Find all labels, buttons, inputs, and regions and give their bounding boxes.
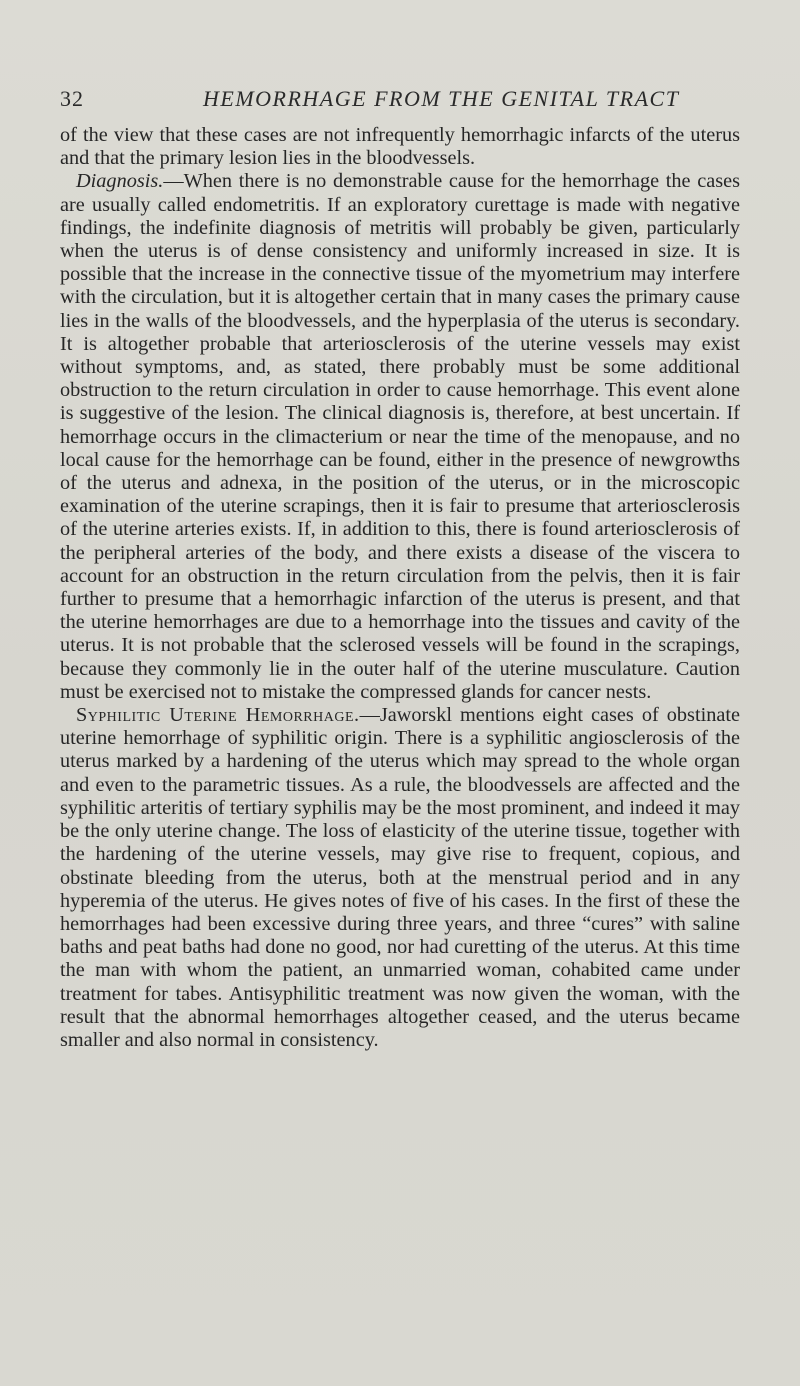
paragraph-continuation-text: of the view that these cases are not infrequently hemorrhagic infarcts of the uterus and that the primary lesion lies in the bloodvessels. [60, 124, 740, 170]
diagnosis-heading: Diagnosis. [76, 170, 164, 193]
paragraph-continuation [60, 124, 740, 170]
page-number: 32 [60, 86, 84, 111]
paragraph-diagnosis [60, 170, 740, 704]
paragraph-syphilitic [60, 704, 740, 1052]
body-text [60, 124, 740, 1052]
running-head: HEMORRHAGE FROM THE GENITAL TRACT [203, 86, 680, 111]
syphilitic-text: —Jaworskl mentions eight cases of obstinate uterine hemorrhage of syphilitic origin. There is a syphilitic angiosclerosis of the uterus marked by a hardening of the uterus which may spread to the whole organ and even to the parametric tissues. As a rule, the bloodvessels are affected and the syphilitic arteritis of tertiary syphilis may be the most prominent, and indeed it may be the only uterine change. The loss of elasticity of the uterine tissue, together with the hardening of the uterine vessels, may give rise to frequent, copious, and obstinate bleeding from the uterus, both at the menstrual period and in any hyperemia of the uterus. He gives notes of five of his cases. In the first of these the hemorrhages had been excessive during three years, and three “cures” with saline baths and peat baths had done no good, nor had curetting of the uterus. At this time the man with whom the patient, an unmarried woman, cohabited came under treatment for tabes. Antisyphilitic treatment was now given the woman, with the result that the abnormal hemorrhages altogether ceased, and the uterus became smaller and also normal in consistency. [60, 704, 740, 1051]
syphilitic-heading: Syphilitic Uterine Hemorrhage. [76, 704, 360, 727]
diagnosis-text: —When there is no demonstrable cause for the hemorrhage the cases are usually called endometritis. If an exploratory curettage is made with negative findings, the indefinite diagnosis of metritis will probably be given, particularly when the uterus is of dense consistency and uniformly increased in size. It is possible that the increase in the connective tissue of the myometrium may interfere with the circulation, but it is altogether certain that in many cases the primary cause lies in the walls of the bloodvessels, and the hyperplasia of the uterus is secondary. It is altogether probable that arteriosclerosis of the uterine vessels may exist without symptoms, and, as stated, there probably must be some additional obstruction to the return circulation in order to cause hemorrhage. This event alone is suggestive of the lesion. The clinical diagnosis is, therefore, at best uncertain. If hemorrhage occurs in the climacterium or near the time of the menopause, and no local cause for the hemorrhage can be found, either in the presence of newgrowths of the uterus and adnexa, in the position of the uterus, or in the microscopic examination of the uterine scrapings, then it is fair to presume that arteriosclerosis of the uterine arteries exists. If, in addition to this, there is found arteriosclerosis of the peripheral arteries of the body, and there exists a disease of the viscera to account for an obstruction in the return circulation from the pelvis, then it is fair further to presume that a hemorrhagic infarction of the uterus is present, and that the uterine hemorrhages are due to a hemorrhage into the tissues and cavity of the uterus. It is not probable that the sclerosed vessels will be found in the scrapings, because they commonly lie in the outer half of the uterine musculature. Caution must be exercised not to mistake the compressed glands for cancer nests. [60, 170, 740, 703]
